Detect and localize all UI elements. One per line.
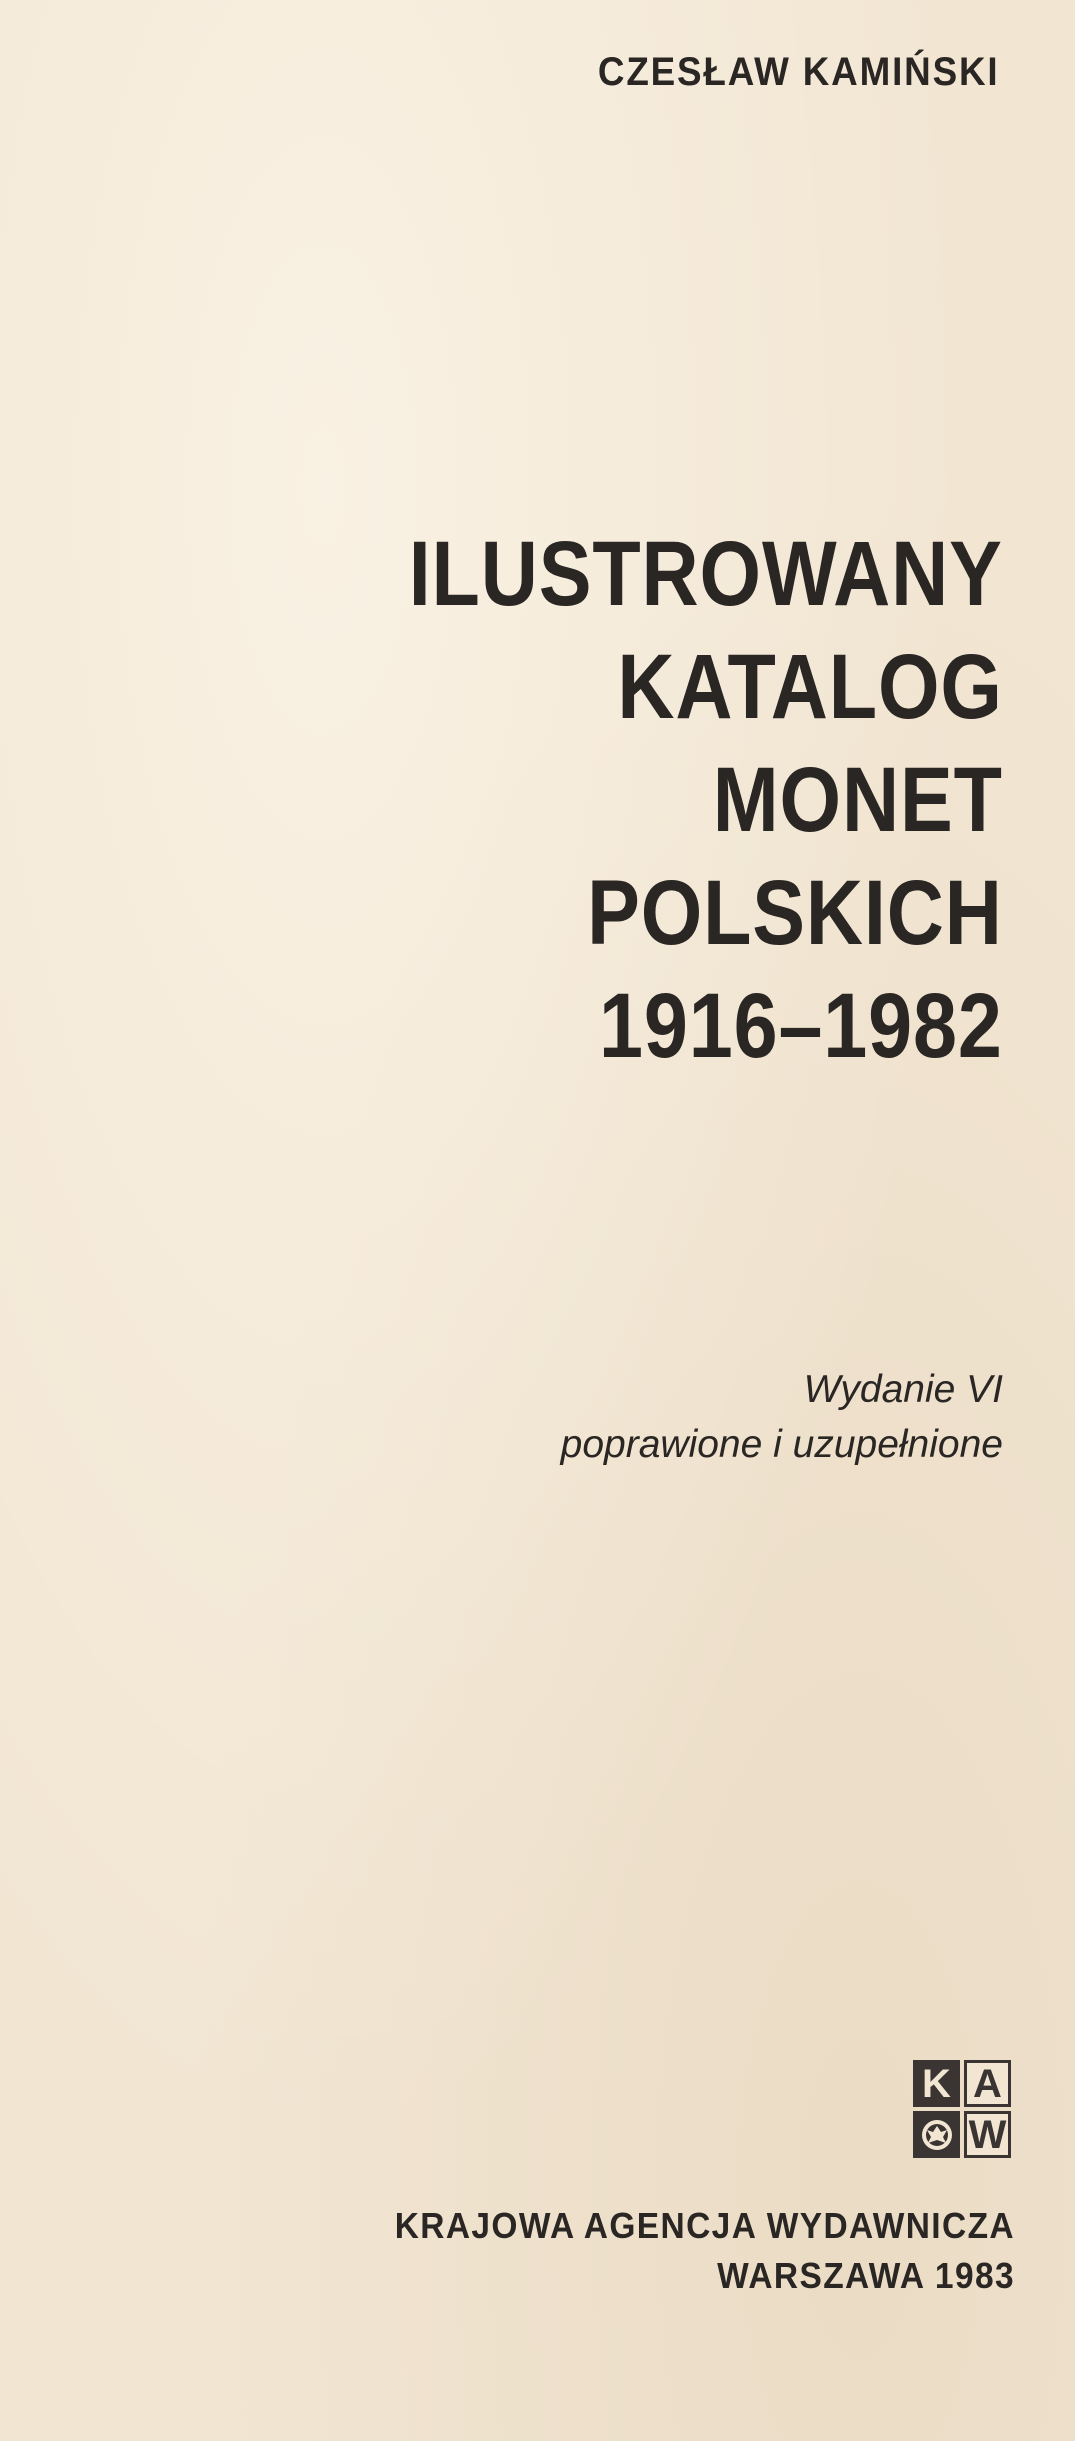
title-line: ILUSTROWANY bbox=[408, 523, 1003, 625]
logo-letter-k: K bbox=[913, 2060, 960, 2107]
title-line: MONET bbox=[713, 749, 1003, 851]
logo-letter-a: A bbox=[964, 2060, 1011, 2107]
logo-letter-w: W bbox=[964, 2111, 1011, 2158]
eagle-emblem-icon bbox=[913, 2111, 960, 2158]
publisher-name: KRAJOWA AGENCJA WYDAWNICZA bbox=[394, 2205, 1015, 2246]
book-title bbox=[409, 518, 1003, 1083]
edition-info bbox=[561, 1362, 1003, 1472]
publisher-logo bbox=[913, 2060, 1011, 2158]
title-years: 1916–1982 bbox=[599, 975, 1003, 1077]
author-name: CZESŁAW KAMIŃSKI bbox=[597, 50, 999, 94]
publisher-imprint bbox=[395, 2201, 1015, 2301]
edition-number: Wydanie VI bbox=[803, 1368, 1003, 1411]
publisher-city-year: WARSZAWA 1983 bbox=[717, 2255, 1015, 2296]
title-line: KATALOG bbox=[617, 636, 1003, 738]
edition-note: poprawione i uzupełnione bbox=[560, 1423, 1003, 1466]
title-line: POLSKICH bbox=[587, 862, 1003, 964]
